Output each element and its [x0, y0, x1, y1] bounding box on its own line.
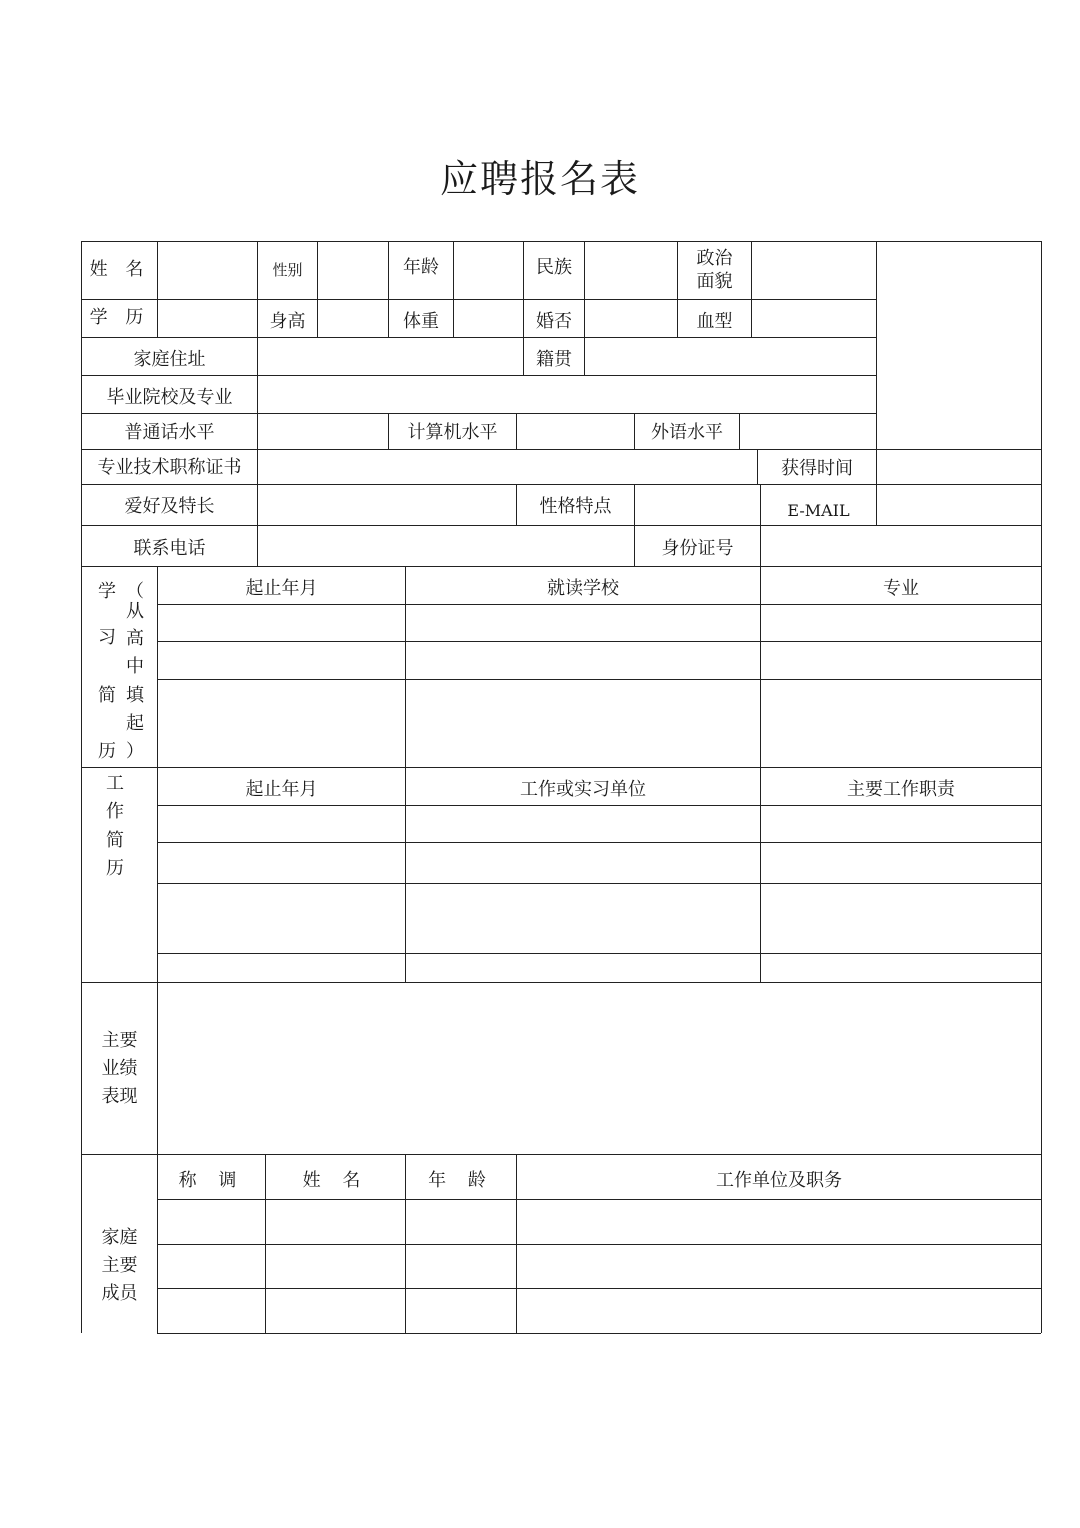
- label-age: 年龄: [403, 256, 439, 278]
- study-side-char: （: [126, 580, 144, 602]
- performance-side-line: 业绩: [101, 1058, 138, 1079]
- field-id-number[interactable]: [761, 526, 1041, 566]
- family-header-relation: 称 调: [178, 1169, 245, 1191]
- form-title: 应聘报名表: [439, 157, 640, 201]
- work-header-duties: 主要工作职责: [847, 778, 955, 800]
- label-personality: 性格特点: [539, 495, 612, 517]
- family-header-age: 年 龄: [428, 1169, 494, 1191]
- study-side-char: 高: [126, 627, 144, 649]
- field-personality[interactable]: [635, 485, 760, 525]
- performance-side-line: 表现: [101, 1086, 138, 1107]
- row-line: [157, 842, 1041, 843]
- label-address: 家庭住址: [133, 348, 206, 370]
- family-side-line: 主要: [101, 1255, 138, 1276]
- label-id-number: 身份证号: [661, 537, 734, 559]
- study-side-char: 中: [126, 655, 144, 677]
- performance-side-label: [82, 1025, 157, 1113]
- label-political-status: [678, 242, 751, 299]
- work-header-employer: 工作或实习单位: [520, 778, 646, 800]
- label-school-major: 毕业院校及专业: [106, 386, 233, 408]
- field-political-status[interactable]: [752, 242, 876, 299]
- work-side-char: 作: [106, 800, 124, 822]
- label-foreign-lang: 外语水平: [651, 421, 723, 443]
- label-hobbies: 爱好及特长: [124, 495, 215, 517]
- field-age[interactable]: [454, 242, 523, 299]
- field-weight[interactable]: [454, 300, 523, 337]
- study-side-char: 历: [98, 740, 116, 762]
- work-side-char: 简: [106, 829, 124, 851]
- col-line: [1041, 241, 1042, 1333]
- study-side-char: ）: [126, 740, 144, 762]
- label-name: 姓 名: [89, 259, 150, 281]
- field-hobbies[interactable]: [258, 485, 516, 525]
- label-mandarin: 普通话水平: [124, 421, 215, 443]
- field-email[interactable]: [877, 485, 1041, 525]
- label-marital: 婚否: [536, 310, 572, 332]
- field-school-major[interactable]: [258, 376, 876, 413]
- col-line: [157, 566, 158, 1333]
- family-side-label: [82, 1222, 157, 1310]
- label-gender: 性别: [272, 261, 303, 280]
- study-side-char: 从: [126, 600, 144, 622]
- label-certificate: 专业技术职称证书: [97, 456, 242, 478]
- label-political-line2: 面貌: [696, 270, 733, 292]
- row-line: [157, 679, 1041, 680]
- field-obtained-time[interactable]: [877, 450, 1041, 484]
- field-height[interactable]: [318, 300, 388, 337]
- row-line: [157, 1288, 1041, 1289]
- label-computer: 计算机水平: [407, 421, 498, 443]
- field-foreign-lang[interactable]: [740, 414, 876, 449]
- field-gender[interactable]: [318, 242, 388, 299]
- study-header-period: 起止年月: [245, 577, 318, 599]
- field-education[interactable]: [158, 300, 257, 337]
- field-name[interactable]: [158, 242, 257, 299]
- row-line: [157, 953, 1041, 954]
- field-computer[interactable]: [517, 414, 634, 449]
- work-header-period: 起止年月: [245, 778, 318, 800]
- study-header-school: 就读学校: [547, 577, 619, 599]
- label-blood: 血型: [696, 310, 733, 332]
- field-performance[interactable]: [158, 983, 1041, 1154]
- field-address[interactable]: [258, 338, 523, 375]
- photo-area[interactable]: [877, 242, 1041, 449]
- label-political-line1: 政治: [696, 248, 733, 269]
- field-mandarin[interactable]: [258, 414, 388, 449]
- label-email: E-MAIL: [787, 501, 850, 520]
- row-line: [157, 883, 1041, 884]
- study-side-char: 填: [126, 684, 144, 706]
- work-side-char: 工: [106, 772, 124, 794]
- study-side-char: 习: [98, 626, 116, 648]
- field-certificate[interactable]: [258, 450, 757, 484]
- family-side-line: 家庭: [101, 1227, 138, 1248]
- work-side-char: 历: [106, 857, 124, 879]
- study-side-char: 简: [98, 684, 116, 706]
- family-side-line: 成员: [101, 1283, 138, 1304]
- label-ethnicity: 民族: [536, 256, 572, 278]
- family-header-employer-position: 工作单位及职务: [716, 1169, 842, 1191]
- row-line: [157, 1333, 1041, 1334]
- label-education: 学 历: [89, 307, 150, 329]
- study-side-char: 起: [126, 712, 144, 734]
- label-native-place: 籍贯: [536, 348, 572, 370]
- field-native-place[interactable]: [585, 338, 876, 375]
- label-weight: 体重: [403, 310, 439, 332]
- field-marital[interactable]: [585, 300, 677, 337]
- row-line: [157, 641, 1041, 642]
- family-header-name: 姓 名: [302, 1169, 369, 1191]
- field-ethnicity[interactable]: [585, 242, 677, 299]
- label-height: 身高: [269, 310, 306, 332]
- study-header-major: 专业: [883, 577, 919, 599]
- label-obtained-time: 获得时间: [781, 457, 853, 479]
- study-side-char: 学: [98, 580, 116, 602]
- performance-side-line: 主要: [101, 1030, 138, 1051]
- field-blood[interactable]: [752, 300, 876, 337]
- field-phone[interactable]: [258, 526, 634, 566]
- row-line: [157, 1244, 1041, 1245]
- label-phone: 联系电话: [133, 537, 206, 559]
